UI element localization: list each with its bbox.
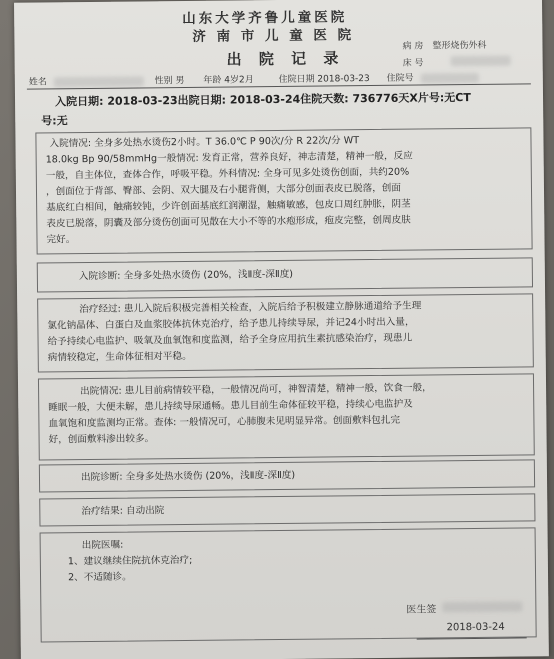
admission-status-line: 完好。 [46, 234, 76, 246]
discharge-status-line: 好，创面敷料渗出较多。 [48, 433, 155, 446]
admission-status-line: 表皮已脱落，阴囊及部分烫伤创面可见散在大小不等的水疱形成，疱皮完整，创周皮肤 [46, 214, 411, 230]
discharge-diagnosis: 出院诊断: 全身多处热水烫伤 (20%，浅Ⅱ度-深Ⅱ度) [80, 469, 296, 484]
admission-status-line: 入院情况: 全身多处热水烫伤2小时。T 36.0℃ P 90次/分 R 22次/分 WT [49, 135, 360, 150]
admission-status-line: 基底红白相间，触痛较钝，少许创面基底红润潮湿，触痛敏感，包皮口周红肿胀，阴茎 [46, 198, 411, 214]
name-label: 姓名 [28, 77, 47, 88]
dates-line-2: 号:无 [41, 114, 68, 128]
admission-diagnosis: 入院诊断: 全身多处热水烫伤 (20%，浅Ⅱ度-深Ⅱ度) [78, 268, 294, 283]
discharge-status-line: 出院情况: 患儿目前病情较平稳，一般情况尚可，神智清楚，精神一般，饮食一般， [80, 382, 432, 398]
age-field: 年龄 4岁2月 [203, 75, 254, 86]
redacted-bed-number [451, 56, 511, 67]
dates-line-1: 入院日期: 2018-03-23出院日期: 2018-03-24住院天数: 736776天X片号:无CT [54, 90, 471, 109]
ward-label: 病 房 [402, 41, 424, 52]
discharge-advice-item: 1、建议继续住院抗休克治疗; [67, 554, 193, 568]
bed-label: 床 号 [402, 58, 424, 69]
admit-date-field: 住院日期 2018-03-23 [278, 74, 370, 85]
treatment-course-line: 给予持续心电监护、吸氧及血氧饱和度监测，给予全身应用抗生素抗感染治疗，现患儿 [47, 332, 413, 348]
ward-value: 整形烧伤外科 [432, 40, 487, 52]
discharge-advice-item: 2、不适随诊。 [67, 571, 132, 584]
discharge-status-line: 睡眠一般，大便未解，患儿持续导尿通畅。患儿目前生命体征较平稳，持续心电监护及 [48, 398, 413, 414]
discharge-status-line: 血氧饱和度监测均正常。查体: 一般情况可，心肺腹未见明显异常。创面敷料包扎完 [48, 414, 401, 430]
discharge-advice-title: 出院医嘱: [81, 539, 124, 552]
treatment-course-line: 氯化钠晶体、白蛋白及血浆胶体抗休克治疗，给予患儿持续导尿，并记24小时出入量， [47, 316, 415, 332]
admission-status-line: 18.0kg Bp 90/58mmHg一般情况: 发育正常，营养良好，神志清楚，精神一般，反应 [45, 150, 413, 166]
treatment-course-line: 治疗经过: 患儿入院后积极完善相关检查，入院后给予积极建立静脉通道给予生理 [79, 300, 422, 316]
redacted-name [54, 76, 144, 87]
signature-underline [417, 637, 527, 639]
discharge-record-sheet [14, 0, 549, 659]
admission-status-line: ，创面位于背部、臀部、会阴、双大腿及右小腿背侧，大部分创面表皮已脱落，创面 [45, 182, 402, 198]
signature-date: 2018-03-24 [446, 621, 505, 634]
redacted-record-no [420, 72, 478, 83]
treatment-result: 治疗结果: 自动出院 [81, 505, 165, 518]
redacted-doctor-signature [442, 601, 522, 612]
admission-status-line: 一般，自主体位，查体合作，呼吸平稳。外科情况: 全身可见多处烫伤创面，共约20% [45, 166, 410, 182]
treatment-course-line: 病情较稳定，生命体征相对平稳。 [47, 350, 192, 364]
hospital-name-line2: 济 南 市 儿 童 医 院 [192, 27, 355, 45]
doctor-signature-label: 医生签 [406, 604, 437, 616]
sex-field: 性别 男 [154, 75, 185, 87]
record-no-label: 住院号 [386, 73, 414, 84]
document-title: 出 院 记 录 [226, 49, 345, 69]
hospital-name-line1: 山东大学齐鲁儿童医院 [182, 9, 348, 28]
